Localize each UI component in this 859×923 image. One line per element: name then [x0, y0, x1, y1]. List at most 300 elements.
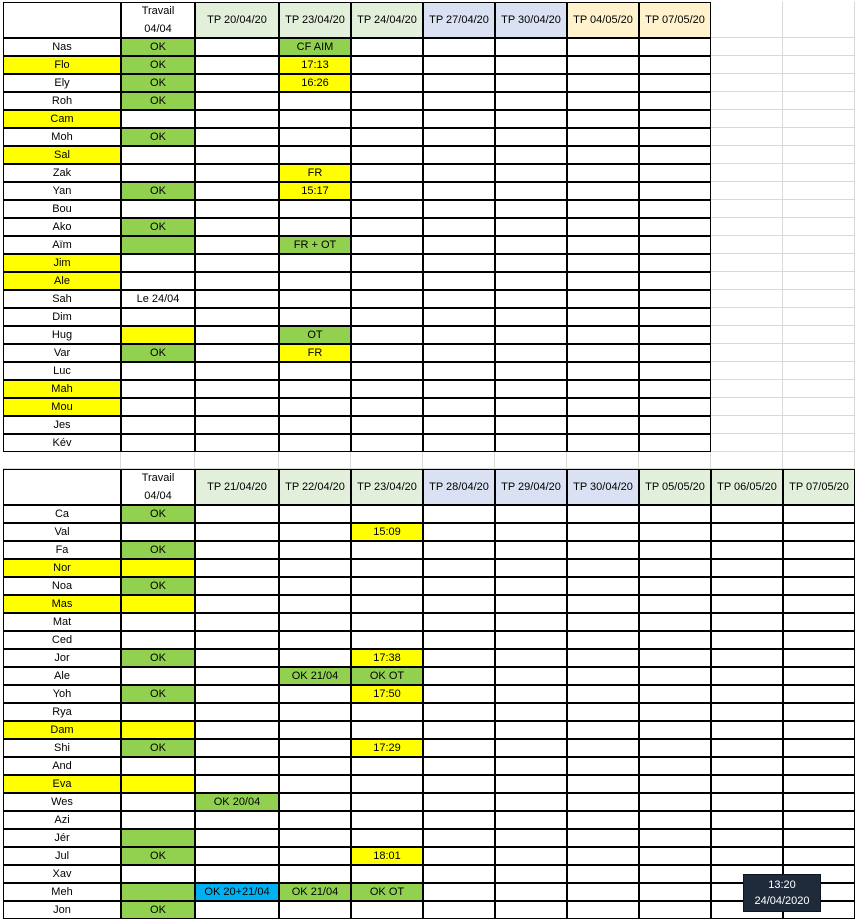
data-cell[interactable] [711, 703, 783, 721]
data-cell[interactable] [711, 829, 783, 847]
data-cell[interactable] [639, 757, 711, 775]
data-cell[interactable] [351, 865, 423, 883]
data-cell[interactable] [567, 613, 639, 631]
data-cell[interactable] [639, 739, 711, 757]
data-cell[interactable] [279, 865, 351, 883]
empty-cell[interactable] [351, 452, 423, 469]
row-name[interactable]: Ale [3, 272, 121, 290]
data-cell[interactable] [423, 829, 495, 847]
data-cell[interactable] [195, 595, 279, 613]
data-cell[interactable] [567, 182, 639, 200]
data-cell[interactable] [567, 236, 639, 254]
data-cell[interactable] [495, 182, 567, 200]
data-cell[interactable] [639, 595, 711, 613]
work-status-cell[interactable] [121, 308, 195, 326]
data-cell[interactable] [639, 829, 711, 847]
data-cell[interactable] [711, 595, 783, 613]
work-status-cell[interactable]: OK [121, 739, 195, 757]
data-cell[interactable] [639, 559, 711, 577]
empty-cell[interactable] [783, 218, 855, 236]
data-cell[interactable] [783, 595, 855, 613]
data-cell[interactable] [711, 613, 783, 631]
work-status-cell[interactable] [121, 883, 195, 901]
work-status-cell[interactable]: OK [121, 685, 195, 703]
column-header-8[interactable]: TP 07/05/20 [783, 469, 855, 505]
column-header-4[interactable]: TP 30/04/20 [495, 2, 567, 38]
data-cell[interactable] [423, 290, 495, 308]
data-cell[interactable] [279, 739, 351, 757]
data-cell[interactable] [351, 56, 423, 74]
data-cell[interactable] [279, 559, 351, 577]
data-cell[interactable] [639, 182, 711, 200]
work-status-cell[interactable]: OK [121, 92, 195, 110]
data-cell[interactable] [279, 901, 351, 919]
data-cell[interactable] [495, 416, 567, 434]
data-cell[interactable] [279, 362, 351, 380]
data-cell[interactable] [495, 775, 567, 793]
data-cell[interactable] [567, 757, 639, 775]
data-cell[interactable] [195, 811, 279, 829]
data-cell[interactable] [351, 308, 423, 326]
data-cell[interactable] [783, 847, 855, 865]
data-cell[interactable] [423, 757, 495, 775]
empty-cell[interactable] [711, 92, 783, 110]
data-cell[interactable] [495, 595, 567, 613]
data-cell[interactable] [279, 505, 351, 523]
data-cell[interactable] [567, 74, 639, 92]
data-cell[interactable] [567, 883, 639, 901]
data-cell[interactable] [423, 164, 495, 182]
data-cell[interactable] [495, 649, 567, 667]
data-cell[interactable] [351, 416, 423, 434]
row-name[interactable]: Nor [3, 559, 121, 577]
data-cell[interactable] [423, 272, 495, 290]
data-cell[interactable] [195, 344, 279, 362]
work-status-cell[interactable]: OK [121, 182, 195, 200]
data-cell[interactable] [279, 272, 351, 290]
data-cell[interactable] [567, 272, 639, 290]
data-cell[interactable]: OT [279, 326, 351, 344]
data-cell[interactable]: 15:09 [351, 523, 423, 541]
row-name[interactable]: Ako [3, 218, 121, 236]
data-cell[interactable] [639, 649, 711, 667]
empty-cell[interactable] [711, 434, 783, 452]
work-status-cell[interactable] [121, 398, 195, 416]
data-cell[interactable] [495, 290, 567, 308]
work-status-cell[interactable]: OK [121, 577, 195, 595]
data-cell[interactable] [195, 631, 279, 649]
data-cell[interactable] [639, 128, 711, 146]
data-cell[interactable] [567, 739, 639, 757]
data-cell[interactable] [495, 613, 567, 631]
data-cell[interactable] [567, 685, 639, 703]
data-cell[interactable] [711, 559, 783, 577]
empty-cell[interactable] [711, 56, 783, 74]
data-cell[interactable] [195, 92, 279, 110]
data-cell[interactable] [711, 685, 783, 703]
data-cell[interactable] [423, 38, 495, 56]
data-cell[interactable] [783, 559, 855, 577]
row-name[interactable]: Sal [3, 146, 121, 164]
work-status-cell[interactable]: Le 24/04 [121, 290, 195, 308]
row-name[interactable]: Jon [3, 901, 121, 919]
work-status-cell[interactable] [121, 326, 195, 344]
data-cell[interactable] [423, 901, 495, 919]
work-header[interactable]: Travail 04/04 [121, 469, 195, 505]
empty-cell[interactable] [195, 452, 279, 469]
data-cell[interactable] [711, 793, 783, 811]
data-cell[interactable] [351, 703, 423, 721]
data-cell[interactable] [351, 901, 423, 919]
data-cell[interactable] [711, 667, 783, 685]
row-name[interactable]: Luc [3, 362, 121, 380]
column-header-6[interactable]: TP 07/05/20 [639, 2, 711, 38]
data-cell[interactable] [639, 505, 711, 523]
data-cell[interactable] [351, 559, 423, 577]
data-cell[interactable] [639, 38, 711, 56]
data-cell[interactable] [495, 200, 567, 218]
data-cell[interactable] [351, 38, 423, 56]
data-cell[interactable] [495, 793, 567, 811]
empty-cell[interactable] [783, 326, 855, 344]
row-name[interactable]: Xav [3, 865, 121, 883]
work-status-cell[interactable] [121, 254, 195, 272]
data-cell[interactable] [639, 92, 711, 110]
data-cell[interactable] [567, 847, 639, 865]
data-cell[interactable] [495, 398, 567, 416]
data-cell[interactable] [639, 883, 711, 901]
data-cell[interactable] [423, 613, 495, 631]
data-cell[interactable] [639, 326, 711, 344]
data-cell[interactable] [195, 128, 279, 146]
data-cell[interactable] [783, 577, 855, 595]
empty-cell[interactable] [711, 362, 783, 380]
data-cell[interactable] [195, 901, 279, 919]
data-cell[interactable] [351, 272, 423, 290]
empty-cell[interactable] [711, 200, 783, 218]
data-cell[interactable] [195, 398, 279, 416]
work-status-cell[interactable]: OK [121, 128, 195, 146]
work-status-cell[interactable]: OK [121, 901, 195, 919]
data-cell[interactable] [195, 110, 279, 128]
data-cell[interactable] [423, 793, 495, 811]
column-header-1[interactable]: TP 22/04/20 [279, 469, 351, 505]
data-cell[interactable] [495, 146, 567, 164]
data-cell[interactable] [423, 344, 495, 362]
row-name[interactable]: Ca [3, 505, 121, 523]
data-cell[interactable] [639, 685, 711, 703]
data-cell[interactable] [711, 757, 783, 775]
data-cell[interactable] [495, 757, 567, 775]
data-cell[interactable] [783, 703, 855, 721]
data-cell[interactable] [279, 649, 351, 667]
data-cell[interactable]: OK OT [351, 667, 423, 685]
data-cell[interactable] [639, 344, 711, 362]
data-cell[interactable] [567, 793, 639, 811]
empty-cell[interactable] [783, 164, 855, 182]
empty-cell[interactable] [783, 74, 855, 92]
row-name[interactable]: Jér [3, 829, 121, 847]
data-cell[interactable] [423, 685, 495, 703]
data-cell[interactable] [423, 883, 495, 901]
data-cell[interactable] [567, 434, 639, 452]
data-cell[interactable] [495, 254, 567, 272]
empty-cell[interactable] [711, 218, 783, 236]
data-cell[interactable] [195, 703, 279, 721]
work-status-cell[interactable] [121, 667, 195, 685]
data-cell[interactable] [639, 200, 711, 218]
empty-cell[interactable] [279, 452, 351, 469]
data-cell[interactable] [711, 649, 783, 667]
data-cell[interactable] [423, 559, 495, 577]
data-cell[interactable] [279, 721, 351, 739]
data-cell[interactable] [423, 775, 495, 793]
data-cell[interactable] [783, 757, 855, 775]
work-status-cell[interactable]: OK [121, 38, 195, 56]
data-cell[interactable] [495, 326, 567, 344]
data-cell[interactable] [351, 811, 423, 829]
data-cell[interactable] [423, 577, 495, 595]
data-cell[interactable] [351, 362, 423, 380]
data-cell[interactable] [567, 56, 639, 74]
work-status-cell[interactable] [121, 703, 195, 721]
data-cell[interactable] [495, 883, 567, 901]
data-cell[interactable] [195, 649, 279, 667]
empty-cell[interactable] [711, 146, 783, 164]
data-cell[interactable] [495, 236, 567, 254]
data-cell[interactable] [351, 344, 423, 362]
data-cell[interactable] [195, 74, 279, 92]
data-cell[interactable]: 16:26 [279, 74, 351, 92]
work-status-cell[interactable]: OK [121, 218, 195, 236]
work-status-cell[interactable] [121, 721, 195, 739]
data-cell[interactable] [639, 434, 711, 452]
row-name[interactable]: Var [3, 344, 121, 362]
row-name[interactable]: Rya [3, 703, 121, 721]
column-header-0[interactable]: TP 20/04/20 [195, 2, 279, 38]
data-cell[interactable] [639, 254, 711, 272]
data-cell[interactable]: OK 20+21/04 [195, 883, 279, 901]
data-cell[interactable] [711, 523, 783, 541]
data-cell[interactable] [639, 613, 711, 631]
data-cell[interactable] [567, 811, 639, 829]
empty-cell[interactable] [711, 182, 783, 200]
data-cell[interactable] [639, 398, 711, 416]
data-cell[interactable] [783, 721, 855, 739]
column-header-2[interactable]: TP 24/04/20 [351, 2, 423, 38]
data-cell[interactable] [639, 164, 711, 182]
data-cell[interactable] [279, 110, 351, 128]
work-status-cell[interactable] [121, 146, 195, 164]
column-header-7[interactable]: TP 06/05/20 [711, 469, 783, 505]
data-cell[interactable] [783, 541, 855, 559]
row-name[interactable]: Ely [3, 74, 121, 92]
data-cell[interactable] [195, 757, 279, 775]
data-cell[interactable] [423, 847, 495, 865]
data-cell[interactable] [495, 685, 567, 703]
column-header-3[interactable]: TP 27/04/20 [423, 2, 495, 38]
data-cell[interactable] [423, 110, 495, 128]
row-name[interactable]: Fa [3, 541, 121, 559]
data-cell[interactable] [423, 362, 495, 380]
data-cell[interactable]: OK 21/04 [279, 667, 351, 685]
row-name[interactable]: Dam [3, 721, 121, 739]
data-cell[interactable] [423, 721, 495, 739]
data-cell[interactable] [279, 146, 351, 164]
empty-cell[interactable] [783, 92, 855, 110]
empty-cell[interactable] [639, 452, 711, 469]
data-cell[interactable] [279, 685, 351, 703]
empty-cell[interactable] [3, 452, 121, 469]
data-cell[interactable] [195, 613, 279, 631]
data-cell[interactable] [195, 254, 279, 272]
data-cell[interactable] [567, 523, 639, 541]
empty-cell[interactable] [711, 164, 783, 182]
data-cell[interactable] [195, 200, 279, 218]
data-cell[interactable] [567, 164, 639, 182]
data-cell[interactable] [639, 811, 711, 829]
row-name[interactable]: Sah [3, 290, 121, 308]
data-cell[interactable] [195, 38, 279, 56]
data-cell[interactable]: FR + OT [279, 236, 351, 254]
data-cell[interactable] [279, 703, 351, 721]
work-status-cell[interactable]: OK [121, 649, 195, 667]
data-cell[interactable] [567, 146, 639, 164]
empty-cell[interactable] [711, 272, 783, 290]
row-name[interactable]: Mou [3, 398, 121, 416]
data-cell[interactable] [195, 290, 279, 308]
data-cell[interactable] [351, 146, 423, 164]
data-cell[interactable] [195, 272, 279, 290]
data-cell[interactable] [195, 380, 279, 398]
work-status-cell[interactable] [121, 200, 195, 218]
data-cell[interactable] [195, 308, 279, 326]
empty-cell[interactable] [783, 362, 855, 380]
empty-cell[interactable] [783, 200, 855, 218]
empty-cell[interactable] [711, 38, 783, 56]
row-name[interactable]: Aïm [3, 236, 121, 254]
data-cell[interactable] [195, 218, 279, 236]
data-cell[interactable] [195, 505, 279, 523]
data-cell[interactable] [711, 739, 783, 757]
data-cell[interactable] [567, 290, 639, 308]
column-header-5[interactable]: TP 04/05/20 [567, 2, 639, 38]
row-name[interactable]: Meh [3, 883, 121, 901]
empty-cell[interactable] [783, 344, 855, 362]
data-cell[interactable] [567, 721, 639, 739]
data-cell[interactable] [567, 362, 639, 380]
data-cell[interactable] [195, 164, 279, 182]
data-cell[interactable] [351, 290, 423, 308]
data-cell[interactable] [351, 613, 423, 631]
data-cell[interactable] [279, 218, 351, 236]
data-cell[interactable] [423, 218, 495, 236]
work-status-cell[interactable] [121, 829, 195, 847]
row-name[interactable]: Wes [3, 793, 121, 811]
work-status-cell[interactable] [121, 416, 195, 434]
data-cell[interactable] [279, 416, 351, 434]
data-cell[interactable] [423, 146, 495, 164]
data-cell[interactable] [351, 326, 423, 344]
empty-cell[interactable] [783, 236, 855, 254]
work-status-cell[interactable] [121, 236, 195, 254]
empty-cell[interactable] [711, 398, 783, 416]
row-name[interactable]: Moh [3, 128, 121, 146]
data-cell[interactable] [195, 847, 279, 865]
data-cell[interactable] [567, 829, 639, 847]
work-status-cell[interactable]: OK [121, 74, 195, 92]
work-header[interactable]: Travail 04/04 [121, 2, 195, 38]
row-name[interactable]: Eva [3, 775, 121, 793]
work-status-cell[interactable] [121, 434, 195, 452]
data-cell[interactable] [195, 721, 279, 739]
data-cell[interactable] [639, 541, 711, 559]
data-cell[interactable] [351, 218, 423, 236]
data-cell[interactable] [495, 541, 567, 559]
data-cell[interactable] [351, 236, 423, 254]
data-cell[interactable] [351, 128, 423, 146]
empty-cell[interactable] [423, 452, 495, 469]
data-cell[interactable] [567, 254, 639, 272]
data-cell[interactable] [639, 56, 711, 74]
data-cell[interactable] [423, 92, 495, 110]
work-status-cell[interactable] [121, 613, 195, 631]
empty-cell[interactable] [783, 128, 855, 146]
data-cell[interactable] [495, 739, 567, 757]
data-cell[interactable] [423, 523, 495, 541]
data-cell[interactable] [495, 811, 567, 829]
data-cell[interactable] [567, 218, 639, 236]
data-cell[interactable] [639, 793, 711, 811]
data-cell[interactable] [567, 92, 639, 110]
data-cell[interactable] [711, 811, 783, 829]
data-cell[interactable] [567, 865, 639, 883]
data-cell[interactable]: 17:38 [351, 649, 423, 667]
data-cell[interactable] [279, 631, 351, 649]
data-cell[interactable] [495, 38, 567, 56]
work-status-cell[interactable] [121, 110, 195, 128]
row-name[interactable]: Jul [3, 847, 121, 865]
data-cell[interactable] [195, 236, 279, 254]
data-cell[interactable] [495, 865, 567, 883]
data-cell[interactable] [495, 901, 567, 919]
empty-cell[interactable] [711, 110, 783, 128]
data-cell[interactable] [567, 703, 639, 721]
data-cell[interactable] [351, 200, 423, 218]
empty-cell[interactable] [711, 254, 783, 272]
column-header-0[interactable]: TP 21/04/20 [195, 469, 279, 505]
data-cell[interactable] [711, 847, 783, 865]
data-cell[interactable] [639, 218, 711, 236]
data-cell[interactable] [567, 38, 639, 56]
data-cell[interactable] [639, 775, 711, 793]
data-cell[interactable] [195, 541, 279, 559]
data-cell[interactable] [495, 362, 567, 380]
data-cell[interactable] [567, 380, 639, 398]
data-cell[interactable] [279, 793, 351, 811]
empty-cell[interactable] [711, 74, 783, 92]
data-cell[interactable] [195, 326, 279, 344]
data-cell[interactable] [423, 56, 495, 74]
row-name[interactable]: Mas [3, 595, 121, 613]
data-cell[interactable] [783, 523, 855, 541]
data-cell[interactable] [195, 146, 279, 164]
data-cell[interactable] [567, 649, 639, 667]
data-cell[interactable] [351, 434, 423, 452]
row-name[interactable]: Yoh [3, 685, 121, 703]
data-cell[interactable] [423, 254, 495, 272]
data-cell[interactable] [351, 380, 423, 398]
